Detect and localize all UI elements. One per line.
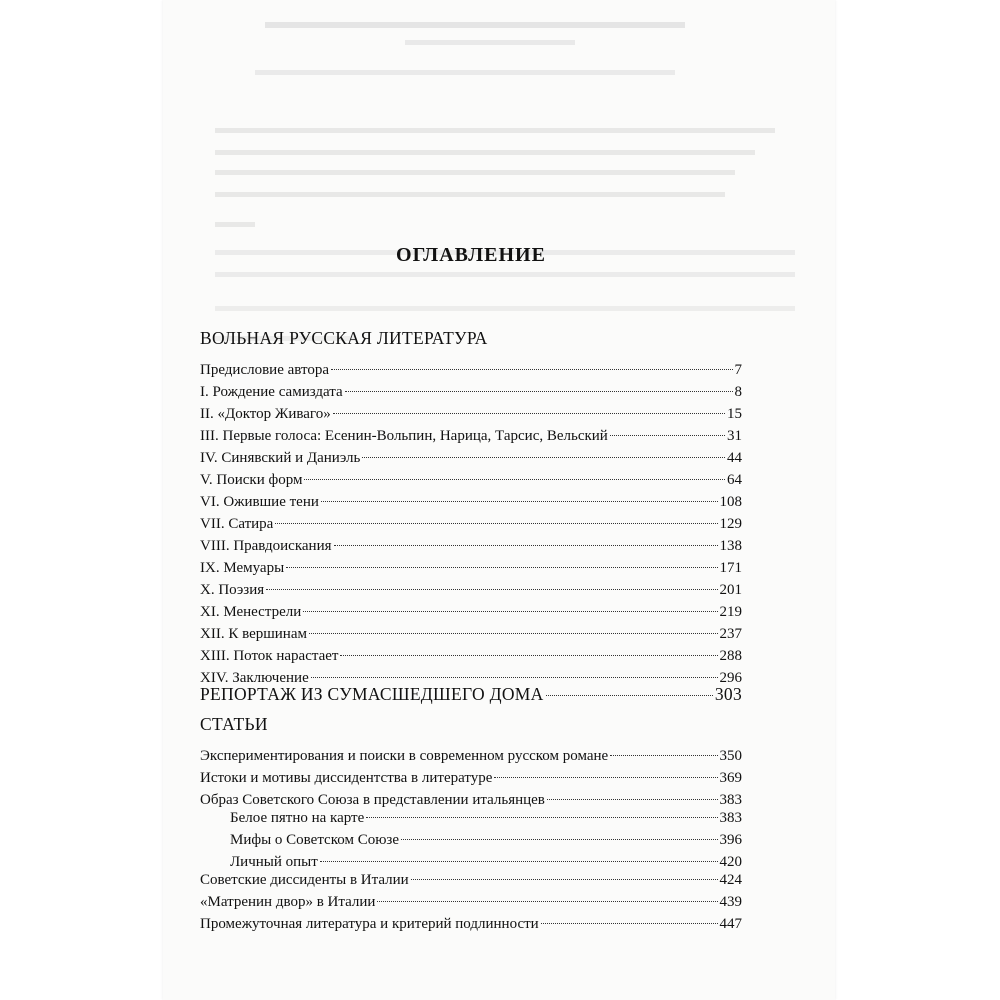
toc-entry[interactable]: III. Первые голоса: Есенин-Вольпин, Нарица, Тарсис, Вельский 31 bbox=[200, 428, 742, 444]
section-heading-free-literature: ВОЛЬНАЯ РУССКАЯ ЛИТЕРАТУРА bbox=[200, 328, 488, 348]
toc-entry[interactable]: XI. Менестрели 219 bbox=[200, 604, 742, 620]
toc-title: ОГЛАВЛЕНИЕ bbox=[396, 244, 546, 266]
toc-entry[interactable]: XIII. Поток нарастает 288 bbox=[200, 648, 742, 664]
toc-entry[interactable]: VIII. Правдоискания 138 bbox=[200, 538, 742, 554]
toc-entry[interactable]: IV. Синявский и Даниэль 44 bbox=[200, 450, 742, 466]
toc-entry[interactable]: Промежуточная литература и критерий подлинности 447 bbox=[200, 916, 742, 932]
toc-entry[interactable]: VII. Сатира 129 bbox=[200, 516, 742, 532]
toc-entry[interactable]: Предисловие автора 7 bbox=[200, 362, 742, 378]
toc-entry[interactable]: X. Поэзия 201 bbox=[200, 582, 742, 598]
section-entry-asylum-report[interactable]: РЕПОРТАЖ ИЗ СУМАСШЕДШЕГО ДОМА 303 bbox=[200, 684, 742, 704]
toc-subentry[interactable]: Личный опыт 420 bbox=[230, 854, 742, 870]
toc-entry[interactable]: Советские диссиденты в Италии 424 bbox=[200, 872, 742, 888]
section-heading-articles: СТАТЬИ bbox=[200, 714, 268, 734]
toc-entry[interactable]: «Матренин двор» в Италии 439 bbox=[200, 894, 742, 910]
toc-entry[interactable]: I. Рождение самиздата 8 bbox=[200, 384, 742, 400]
toc-subentry[interactable]: Белое пятно на карте 383 bbox=[230, 810, 742, 826]
toc-entry[interactable]: V. Поиски форм 64 bbox=[200, 472, 742, 488]
toc-entry[interactable]: VI. Ожившие тени 108 bbox=[200, 494, 742, 510]
toc-entry[interactable]: Истоки и мотивы диссидентства в литературе 369 bbox=[200, 770, 742, 786]
toc-entry[interactable]: Образ Советского Союза в представлении итальянцев 383 bbox=[200, 792, 742, 808]
toc-entry[interactable]: XII. К вершинам 237 bbox=[200, 626, 742, 642]
toc-entry[interactable]: Экспериментирования и поиски в современном русском романе 350 bbox=[200, 748, 742, 764]
toc-subentry[interactable]: Мифы о Советском Союзе 396 bbox=[230, 832, 742, 848]
toc-entry[interactable]: IX. Мемуары 171 bbox=[200, 560, 742, 576]
toc-entry[interactable]: II. «Доктор Живаго» 15 bbox=[200, 406, 742, 422]
toc-entry[interactable]: XIV. Заключение 296 bbox=[200, 670, 742, 686]
